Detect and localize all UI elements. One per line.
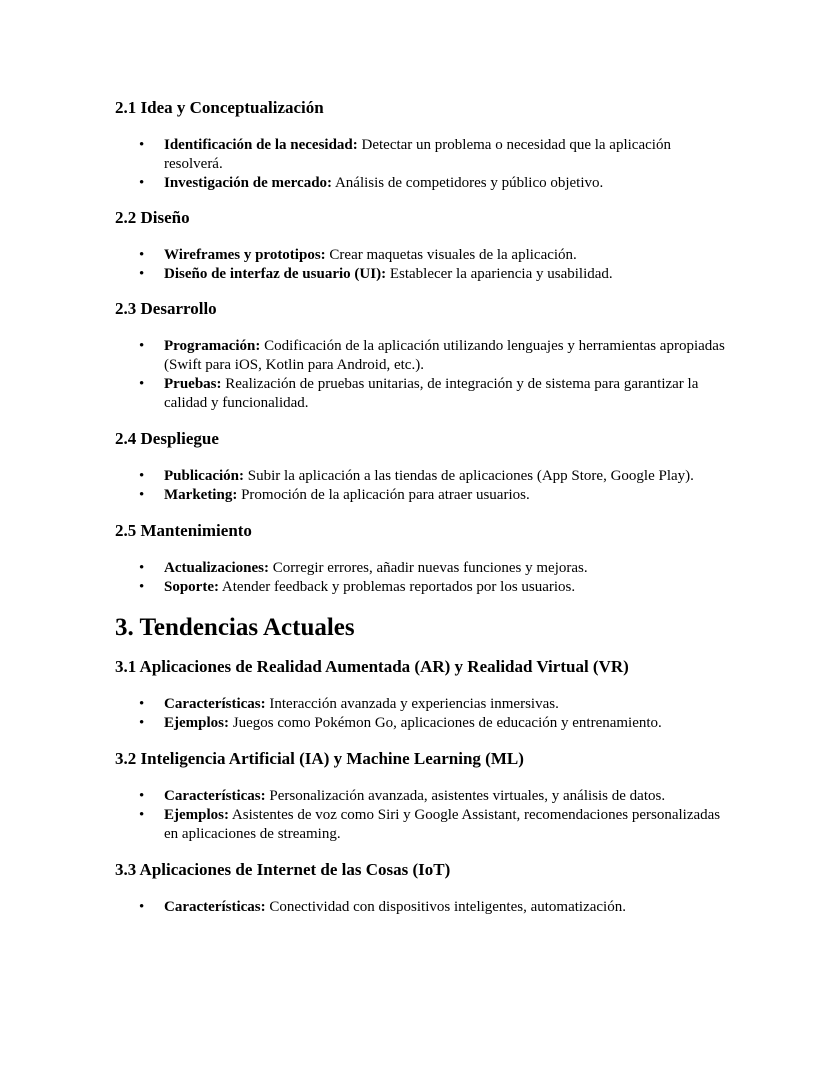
item-label: Wireframes y prototipos: bbox=[164, 247, 326, 263]
list-item bbox=[115, 136, 725, 174]
item-text: Atender feedback y problemas reportados por los usuarios. bbox=[219, 579, 576, 595]
item-text: Crear maquetas visuales de la aplicación. bbox=[325, 247, 577, 263]
bullet-icon: • bbox=[139, 715, 145, 731]
bullet-icon: • bbox=[139, 560, 145, 576]
item-text: Análisis de competidores y público objetivo. bbox=[332, 175, 604, 191]
item-label: Soporte: bbox=[164, 579, 219, 595]
document-content bbox=[115, 95, 725, 917]
list-item bbox=[115, 714, 725, 733]
list-item bbox=[115, 265, 725, 284]
bullet-icon: • bbox=[139, 807, 145, 823]
list-item bbox=[115, 559, 725, 578]
section-heading: 2.4 Despliegue bbox=[115, 429, 219, 448]
item-text: Detectar un problema o necesidad que la aplicación resolverá. bbox=[164, 137, 671, 172]
item-label: Identificación de la necesidad: bbox=[164, 137, 358, 153]
item-text: Conectividad con dispositivos inteligentes, automatización. bbox=[265, 899, 626, 915]
item-text: Asistentes de voz como Siri y Google Assistant, recomendaciones personalizadas en aplicaciones de streaming. bbox=[164, 807, 721, 842]
bullet-icon: • bbox=[139, 579, 145, 595]
list-item bbox=[115, 337, 725, 375]
bullet-list bbox=[115, 136, 725, 193]
list-item bbox=[115, 578, 725, 597]
item-text: Corregir errores, añadir nuevas funciones y mejoras. bbox=[268, 560, 588, 576]
section-heading: 2.3 Desarrollo bbox=[115, 299, 217, 318]
bullet-list bbox=[115, 787, 725, 844]
bullet-icon: • bbox=[139, 899, 145, 915]
item-text: Interacción avanzada y experiencias inmersivas. bbox=[265, 696, 559, 712]
item-label: Pruebas: bbox=[164, 376, 222, 392]
item-text: Establecer la apariencia y usabilidad. bbox=[386, 266, 613, 282]
item-label: Características: bbox=[164, 788, 266, 804]
item-label: Publicación: bbox=[164, 468, 245, 484]
item-label: Programación: bbox=[164, 338, 261, 354]
bullet-icon: • bbox=[139, 338, 145, 354]
list-item bbox=[115, 246, 725, 265]
bullet-icon: • bbox=[139, 696, 145, 712]
section-heading: 2.1 Idea y Conceptualización bbox=[115, 98, 324, 117]
bullet-list bbox=[115, 467, 725, 505]
item-label: Características: bbox=[164, 696, 266, 712]
list-item bbox=[115, 898, 725, 917]
bullet-icon: • bbox=[139, 266, 145, 282]
list-item bbox=[115, 695, 725, 714]
bullet-icon: • bbox=[139, 376, 145, 392]
bullet-list bbox=[115, 559, 725, 597]
bullet-icon: • bbox=[139, 487, 145, 503]
bullet-icon: • bbox=[139, 247, 145, 263]
item-text: Personalización avanzada, asistentes virtuales, y análisis de datos. bbox=[265, 788, 666, 804]
item-label: Ejemplos: bbox=[164, 715, 229, 731]
list-item bbox=[115, 806, 725, 844]
section-heading: 2.2 Diseño bbox=[115, 208, 190, 227]
bullet-icon: • bbox=[139, 137, 145, 153]
list-item bbox=[115, 486, 725, 505]
list-item bbox=[115, 467, 725, 486]
section-heading: 3.2 Inteligencia Artificial (IA) y Machine Learning (ML) bbox=[115, 749, 524, 768]
chapter-heading: 3. Tendencias Actuales bbox=[115, 614, 355, 641]
section-heading: 3.3 Aplicaciones de Internet de las Cosas (IoT) bbox=[115, 860, 451, 879]
item-text: Codificación de la aplicación utilizando lenguajes y herramientas apropiadas (Swift para iOS, Kotlin para Android, etc.). bbox=[164, 338, 725, 373]
bullet-icon: • bbox=[139, 468, 145, 484]
bullet-icon: • bbox=[139, 175, 145, 191]
item-label: Marketing: bbox=[164, 487, 238, 503]
list-item bbox=[115, 787, 725, 806]
item-label: Ejemplos: bbox=[164, 807, 229, 823]
section-heading: 3.1 Aplicaciones de Realidad Aumentada (AR) y Realidad Virtual (VR) bbox=[115, 657, 629, 676]
bullet-icon: • bbox=[139, 788, 145, 804]
item-label: Investigación de mercado: bbox=[164, 175, 333, 191]
bullet-list bbox=[115, 898, 725, 917]
item-text: Subir la aplicación a las tiendas de aplicaciones (App Store, Google Play). bbox=[244, 468, 694, 484]
bullet-list bbox=[115, 695, 725, 733]
bullet-list bbox=[115, 246, 725, 284]
item-label: Actualizaciones: bbox=[164, 560, 269, 576]
item-label: Diseño de interfaz de usuario (UI): bbox=[164, 266, 387, 282]
item-label: Características: bbox=[164, 899, 266, 915]
item-text: Realización de pruebas unitarias, de integración y de sistema para garantizar la calidad y funcionalidad. bbox=[164, 376, 699, 411]
bullet-list bbox=[115, 337, 725, 413]
item-text: Juegos como Pokémon Go, aplicaciones de educación y entrenamiento. bbox=[229, 715, 662, 731]
section-heading: 2.5 Mantenimiento bbox=[115, 521, 252, 540]
item-text: Promoción de la aplicación para atraer usuarios. bbox=[237, 487, 530, 503]
list-item bbox=[115, 375, 725, 413]
list-item bbox=[115, 174, 725, 193]
